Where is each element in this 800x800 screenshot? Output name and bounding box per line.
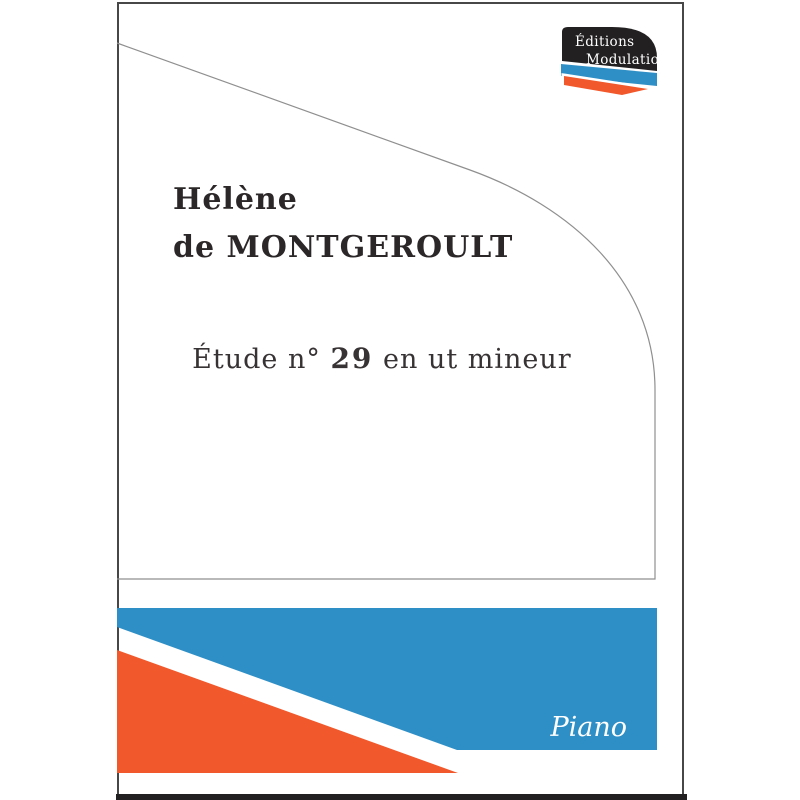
piece-number: 29 [330, 342, 374, 375]
publisher-name-line1: Éditions [575, 34, 635, 50]
piece-title [173, 318, 572, 373]
composer-first-name: Hélène [173, 182, 298, 217]
piece-title-suffix: en ut mineur [373, 344, 572, 375]
piece-title-prefix: Étude n° [192, 344, 331, 375]
decorative-curve-line [117, 43, 655, 579]
instrument-label: Piano [550, 712, 627, 743]
composer-last-name: de MONTGEROULT [173, 230, 514, 265]
publisher-name-line2: Modulation [586, 52, 669, 68]
bottom-black-bar [116, 794, 687, 800]
bottom-banner [117, 608, 657, 773]
